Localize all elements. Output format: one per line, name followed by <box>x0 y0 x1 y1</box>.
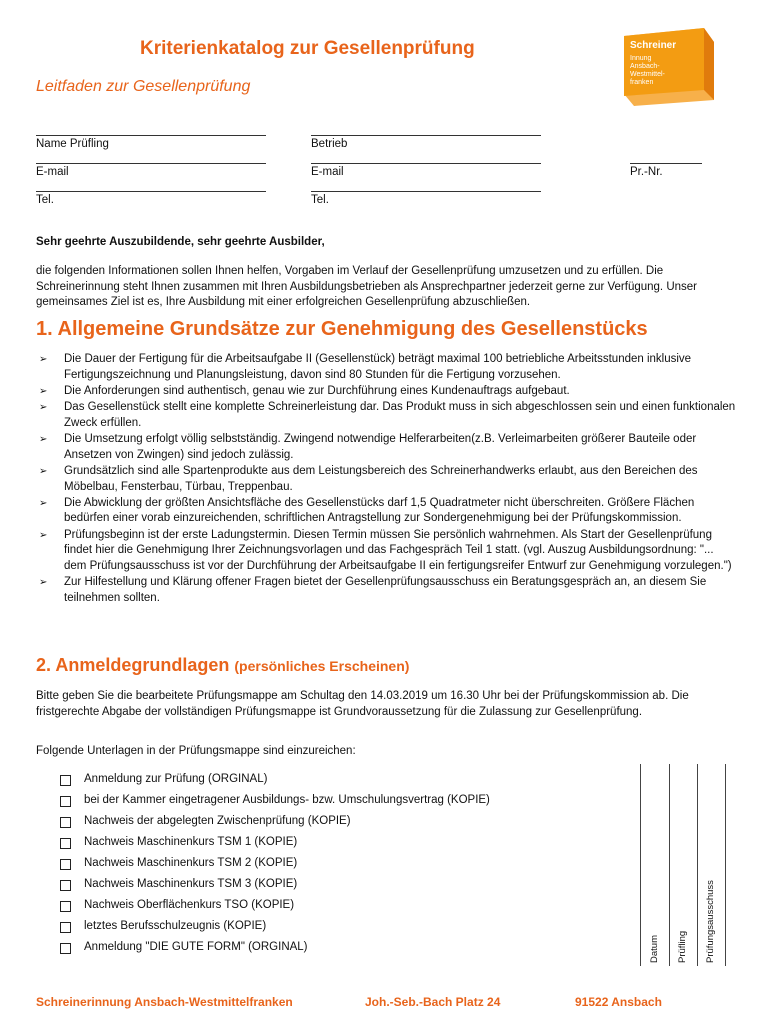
bullet-item <box>36 575 736 606</box>
bullet-item <box>36 432 736 463</box>
checklist-label: Nachweis Maschinenkurs TSM 3 (KOPIE) <box>84 878 298 890</box>
name-label: Name Prüfling <box>36 138 109 150</box>
tel1-label: Tel. <box>36 194 54 206</box>
logo-text-4: Westmittel- <box>630 71 665 78</box>
bullet-item <box>36 400 736 431</box>
checkbox[interactable] <box>60 817 71 828</box>
checklist-item[interactable] <box>60 856 490 877</box>
checklist-label: Nachweis Maschinenkurs TSM 2 (KOPIE) <box>84 857 298 869</box>
checklist-label: Nachweis Maschinenkurs TSM 1 (KOPIE) <box>84 836 298 848</box>
bullet-text: Prüfungsbeginn ist der erste Ladungstermin. Diesen Termin müssen Sie persönlich wahrnehmen. Als Start der Gesellenprüfung findet hier die Genehmigung Ihrer Zeichnungsvorlagen und das Fachgespräch Teil 1 statt. (vgl. Auszug Ausbildungsordnung: "... dem Prüfungsausschuss ist vor der Durchführung der Arbeitsaufgabe II ein fertigungsreifer Entwurf zur Genehmigung vorzulegen.") <box>64 528 732 572</box>
page-title: Kriterienkatalog zur Gesellenprüfung <box>140 38 475 59</box>
section1-bullets <box>36 352 736 607</box>
checklist-item[interactable] <box>60 772 490 793</box>
section2-heading <box>36 655 409 676</box>
section2-heading-paren: (persönliches Erscheinen) <box>234 658 410 674</box>
signature-table <box>640 764 725 966</box>
bullet-text: Die Abwicklung der größten Ansichtsfläche des Gesellenstücks darf 1,5 Quadratmeter nicht überschreiten. Größere Flächen bedürfen einer vorab einzureichenden, schriftlichen Antragstellung zur Sondergenehmigung bei der Prüfungskommission. <box>64 496 695 525</box>
bullet-item <box>36 464 736 495</box>
checklist-item[interactable] <box>60 877 490 898</box>
checkbox[interactable] <box>60 943 71 954</box>
innung-logo <box>622 28 716 106</box>
checklist-item[interactable] <box>60 793 490 814</box>
bullet-item <box>36 496 736 527</box>
checklist-label: Nachweis Oberflächenkurs TSO (KOPIE) <box>84 899 295 911</box>
arrow-bullet-icon: ➢ <box>39 385 48 397</box>
section1-heading: 1. Allgemeine Grundsätze zur Genehmigung des Gesellenstücks <box>36 318 648 340</box>
logo-text-2: Innung <box>630 55 652 62</box>
checkbox[interactable] <box>60 775 71 786</box>
logo-text-1: Schreiner <box>630 40 677 51</box>
checklist-label: letztes Berufsschulzeugnis (KOPIE) <box>84 920 267 932</box>
email1-field-line[interactable] <box>36 163 266 164</box>
checkbox[interactable] <box>60 838 71 849</box>
bullet-text: Zur Hilfestellung und Klärung offener Fragen bietet der Gesellenprüfungsausschuss ein Beratungsgespräch an, an diesem Sie teilnehmen sollten. <box>64 576 707 604</box>
checklist-label: Anmeldung zur Prüfung (ORGINAL) <box>84 773 268 785</box>
greeting: Sehr geehrte Auszubildende, sehr geehrte Ausbilder, <box>36 236 325 248</box>
checkbox[interactable] <box>60 901 71 912</box>
checkbox[interactable] <box>60 922 71 933</box>
email1-label: E-mail <box>36 166 69 178</box>
signature-column-ausschuss[interactable] <box>697 764 726 966</box>
checklist-item[interactable] <box>60 814 490 835</box>
checklist-item[interactable] <box>60 898 490 919</box>
tel1-field-line[interactable] <box>36 191 266 192</box>
checkbox[interactable] <box>60 796 71 807</box>
name-field-line[interactable] <box>36 135 266 136</box>
footer-org: Schreinerinnung Ansbach-Westmittelfranken <box>36 995 293 1009</box>
checkbox[interactable] <box>60 880 71 891</box>
intro-paragraph: die folgenden Informationen sollen Ihnen helfen, Vorgaben im Verlauf der Gesellenprüfung umzusetzen und zu erfüllen. Die Schreinerinnung steht Ihnen zusammen mit Ihren Ausbildungsbetrieben als Ansprechpartner jederzeit gerne zur Verfügung. Unser gemeinsames Ziel ist es, Ihre Ausbildung mit einer erfolgreichen Gesellenprüfung abzuschließen. <box>36 265 698 308</box>
tel2-label: Tel. <box>311 194 329 206</box>
footer-city: 91522 Ansbach <box>575 995 662 1009</box>
email2-label: E-mail <box>311 166 344 178</box>
bullet-text: Die Umsetzung erfolgt völlig selbstständig. Zwingend notwendige Helferarbeiten(z.B. Verleimarbeiten größerer Bauteile oder Ansetzen von Zwingen) sind jedoch zulässig. <box>64 433 697 461</box>
checklist-intro: Folgende Unterlagen in der Prüfungsmappe sind einzureichen: <box>36 745 356 757</box>
arrow-bullet-icon: ➢ <box>39 529 48 541</box>
page-subtitle: Leitfaden zur Gesellenprüfung <box>36 78 251 95</box>
signature-label-pruefling: Prüfling <box>677 930 688 963</box>
document-checklist <box>60 772 490 961</box>
checklist-label: bei der Kammer eingetragener Ausbildungs- bzw. Umschulungsvertrag (KOPIE) <box>84 794 490 806</box>
logo-text-5: franken <box>630 79 654 86</box>
arrow-bullet-icon: ➢ <box>39 577 48 589</box>
checklist-item[interactable] <box>60 940 490 961</box>
section2-heading-main: 2. Anmeldegrundlagen <box>36 655 230 675</box>
arrow-bullet-icon: ➢ <box>39 354 48 365</box>
prnr-label: Pr.-Nr. <box>630 166 663 178</box>
checklist-label: Nachweis der abgelegten Zwischenprüfung (KOPIE) <box>84 815 351 827</box>
checkbox[interactable] <box>60 859 71 870</box>
logo-text-3: Ansbach- <box>630 63 660 70</box>
tel2-field-line[interactable] <box>311 191 541 192</box>
signature-column-datum[interactable] <box>641 764 670 966</box>
arrow-bullet-icon: ➢ <box>39 497 48 509</box>
prnr-field-line[interactable] <box>630 163 702 164</box>
checklist-item[interactable] <box>60 835 490 856</box>
arrow-bullet-icon: ➢ <box>39 402 48 414</box>
bullet-text: Die Anforderungen sind authentisch, genau wie zur Durchführung eines Kundenauftrags aufgebaut. <box>64 384 570 397</box>
section2-paragraph: Bitte geben Sie die bearbeitete Prüfungsmappe am Schultag den 14.03.2019 um 16.30 Uhr bei der Prüfungskommission ab. Die fristgerechte Abgabe der vollständigen Prüfungsmappe ist Grundvoraussetzung für die Zulassung zur Gesellenprüfung. <box>36 690 689 718</box>
bullet-item <box>36 528 736 575</box>
checklist-item[interactable] <box>60 919 490 940</box>
signature-column-pruefling[interactable] <box>669 764 698 966</box>
betrieb-field-line[interactable] <box>311 135 541 136</box>
bullet-text: Die Dauer der Fertigung für die Arbeitsaufgabe II (Gesellenstück) beträgt maximal 100 betriebliche Arbeitsstunden inklusive Fertigungszeichnung und Planungsleistung, davon sind 80 Stunden für die Fertigung vorzusehen. <box>64 353 692 381</box>
bullet-item <box>36 352 736 383</box>
signature-label-datum: Datum <box>649 935 660 963</box>
footer-street: Joh.-Seb.-Bach Platz 24 <box>365 995 501 1009</box>
email2-field-line[interactable] <box>311 163 541 164</box>
bullet-text: Grundsätzlich sind alle Spartenprodukte aus dem Leistungsbereich des Schreinerhandwerks erlaubt, aus den Bereichen des Möbelbau, Fensterbau, Türbau, Treppenbau. <box>64 465 698 493</box>
arrow-bullet-icon: ➢ <box>39 434 48 446</box>
betrieb-label: Betrieb <box>311 138 348 150</box>
arrow-bullet-icon: ➢ <box>39 466 48 478</box>
bullet-text: Das Gesellenstück stellt eine komplette Schreinerleistung dar. Das Produkt muss in sich abgeschlossen sein und einen funktionalen Zweck erfüllen. <box>64 401 736 429</box>
bullet-item <box>36 384 736 400</box>
checklist-label: Anmeldung "DIE GUTE FORM" (ORGINAL) <box>84 941 308 953</box>
signature-label-ausschuss: Prüfungsausschuss <box>705 880 716 963</box>
